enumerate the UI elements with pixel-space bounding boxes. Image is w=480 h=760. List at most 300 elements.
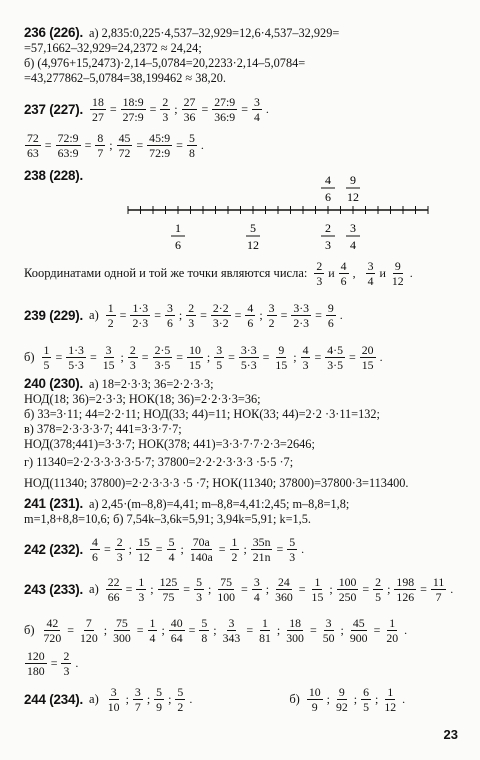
fraction — [366, 260, 376, 287]
fraction — [291, 302, 311, 329]
denominator: 12 — [384, 699, 397, 714]
p239-b-eqs — [41, 344, 386, 371]
operator: = — [276, 541, 284, 556]
denominator: 180 — [27, 663, 45, 678]
operator: . — [450, 581, 454, 596]
fraction — [267, 302, 277, 329]
numerator: 7 — [85, 615, 92, 630]
number-line — [0, 0, 480, 262]
fraction — [373, 576, 383, 603]
denominator: 72:9 — [149, 145, 171, 160]
denominator: 3 — [116, 549, 123, 564]
denominator: 3 — [129, 357, 136, 372]
denominator: 64 — [170, 630, 183, 645]
operator: = — [234, 307, 242, 322]
text: г) 11340=2·2·3·3·3·3·5·7; 37800=2·2·2·3·3·3 ·5·5 ·7; — [24, 455, 294, 469]
fraction — [42, 344, 52, 371]
p239-a-eqs — [105, 302, 346, 329]
denominator: 3·2 — [212, 315, 229, 330]
fraction — [326, 302, 336, 329]
numerator: 45 — [118, 130, 131, 145]
text: НОД(18; 36)=2·3·3; НОК(18; 36)=2·2·3·3=36; — [24, 392, 261, 406]
denominator: 66 — [107, 589, 120, 604]
fraction — [301, 344, 311, 371]
numerator: 3 — [253, 94, 260, 109]
top-fraction-0-denominator: 6 — [325, 190, 331, 204]
operator: ; — [103, 622, 108, 637]
fraction — [431, 576, 446, 603]
numerator: 72:9 — [57, 130, 79, 145]
denominator: 3 — [302, 357, 309, 372]
numerator: 3 — [325, 615, 332, 630]
p243-b-last-eqs — [24, 650, 81, 677]
fraction — [384, 617, 400, 644]
numerator: 1 — [43, 342, 50, 357]
numerator: 72 — [27, 130, 39, 145]
numerator: 6 — [363, 684, 370, 699]
numerator: 20 — [361, 342, 374, 357]
denominator: 9 — [156, 699, 163, 714]
fraction — [90, 536, 100, 563]
numerator: 27:9 — [214, 94, 236, 109]
numerator: 2·2 — [212, 300, 229, 315]
numerator: 18:9 — [122, 94, 144, 109]
denominator: 900 — [349, 630, 368, 645]
numerator: 1 — [262, 615, 268, 630]
operator: . — [404, 622, 408, 637]
fraction — [61, 650, 71, 677]
denominator: 3 — [196, 589, 202, 604]
operator: = — [200, 307, 207, 322]
denominator: 3 — [316, 273, 323, 288]
denominator: 72 — [118, 145, 131, 160]
operator: ; — [120, 349, 124, 364]
operator: = — [309, 622, 317, 637]
conclusion-text: Координатами одной и той же точки являются числа: — [24, 265, 308, 280]
problem-number: 236 (226). — [24, 25, 84, 40]
numerator: 40 — [170, 615, 183, 630]
denominator: 4 — [253, 589, 260, 604]
denominator: 2·3 — [132, 315, 149, 330]
operator: ; — [150, 581, 154, 596]
bottom-fraction-3-numerator: 3 — [350, 221, 356, 235]
p239-row-a — [24, 298, 462, 332]
denominator: 15 — [189, 357, 201, 372]
p240-line-6 — [24, 455, 462, 469]
denominator: 6 — [166, 315, 173, 330]
numerator: 198 — [396, 574, 415, 589]
numerator: 42 — [46, 615, 59, 630]
numerator: 9 — [394, 258, 401, 273]
numerator: 3 — [105, 342, 112, 357]
operator: = — [44, 137, 52, 152]
denominator: 360 — [275, 589, 293, 604]
denominator: 6 — [92, 549, 98, 564]
operator: . — [189, 691, 193, 706]
numerator: 5 — [289, 534, 296, 549]
fraction — [310, 576, 326, 603]
numerator: 3 — [166, 300, 173, 315]
numerator: 3 — [253, 574, 260, 589]
operator: ; — [243, 541, 247, 556]
p244-b-list — [306, 686, 408, 713]
a-label: а) — [89, 581, 99, 596]
b-label: б) — [289, 691, 300, 706]
numerator: 1 — [314, 574, 321, 589]
operator: ; — [213, 622, 217, 637]
denominator: 2 — [107, 315, 114, 330]
fraction — [221, 617, 243, 644]
fraction — [136, 576, 146, 603]
numerator: 100 — [338, 574, 357, 589]
operator: = — [228, 349, 235, 364]
operator: = — [154, 307, 161, 322]
numerator: 35n — [252, 534, 271, 549]
fraction — [287, 536, 297, 563]
operator: = — [67, 622, 75, 637]
fraction — [78, 617, 100, 644]
fraction — [133, 686, 143, 713]
numerator: 1 — [138, 574, 145, 589]
operator: = — [420, 581, 427, 596]
denominator: 3·5 — [327, 357, 343, 372]
denominator: 120 — [80, 630, 98, 645]
operator: = — [176, 349, 184, 364]
denominator: 2·3 — [293, 315, 310, 330]
denominator: 27:9 — [122, 109, 144, 124]
text: НОД(11340; 37800)=2·2·3·3·3 ·5 ·7; НОК(11340; 37800)=37800·3=113400. — [24, 476, 409, 490]
p240-line-3 — [24, 407, 462, 421]
fraction — [339, 260, 349, 287]
operator: = — [241, 581, 248, 596]
problem-number: 238 (228). — [24, 168, 84, 183]
fraction — [25, 650, 47, 677]
operator: и — [328, 265, 335, 280]
fraction — [361, 686, 371, 713]
bottom-fraction-0-numerator: 1 — [175, 221, 181, 235]
text: а) 2,45·(m–8,8)=4,41; m–8,8=4,41:2,45; m–8,8=1,8; — [89, 497, 350, 511]
text: б) (4,976+15,2473)·2,14–5,0784=20,2233·2,14–5,0784= — [24, 56, 306, 70]
p240-line-4 — [24, 422, 462, 436]
text: =57,1662–32,929=24,2372 ≈ 24,24; — [24, 41, 202, 55]
fraction — [158, 576, 180, 603]
a-label: а) — [89, 307, 99, 322]
operator: = — [183, 581, 191, 596]
fraction — [214, 344, 224, 371]
denominator: 3 — [138, 589, 145, 604]
numerator: 15 — [137, 534, 150, 549]
operator: ; — [207, 581, 212, 596]
b-label: б) — [24, 622, 35, 637]
denominator: 5 — [216, 357, 223, 372]
numerator: 3·3 — [293, 300, 310, 315]
denominator: 36:9 — [214, 109, 236, 124]
p244-row — [24, 682, 462, 716]
denominator: 63:9 — [57, 145, 79, 160]
operator: ; — [174, 101, 178, 116]
operator: ; — [180, 541, 184, 556]
p241-line-1 — [24, 497, 462, 511]
operator: = — [262, 349, 270, 364]
operator: ; — [353, 691, 358, 706]
operator: = — [155, 541, 163, 556]
denominator: 10 — [107, 699, 120, 714]
operator: = — [136, 622, 144, 637]
fraction — [136, 536, 152, 563]
numerator: 75 — [116, 615, 128, 630]
denominator: 100 — [217, 589, 236, 604]
operator: = — [348, 349, 356, 364]
fraction — [337, 576, 359, 603]
operator: = — [246, 622, 254, 637]
numerator: 2 — [63, 648, 70, 663]
fraction — [334, 686, 350, 713]
denominator: 4 — [149, 630, 156, 645]
operator: ; — [109, 137, 113, 152]
numerator: 18 — [289, 615, 301, 630]
numerator: 2·5 — [154, 342, 171, 357]
top-fraction-1-denominator: 12 — [347, 190, 359, 204]
denominator: 36 — [183, 109, 196, 124]
operator: . — [409, 265, 413, 280]
numerator: 3 — [367, 258, 374, 273]
numerator: 1 — [389, 615, 396, 630]
text: а) 18=2·3·3; 36=2·2·3·3; — [89, 377, 214, 391]
denominator: 5 — [43, 357, 50, 372]
operator: ; — [375, 691, 379, 706]
operator: ; — [128, 541, 132, 556]
denominator: 15 — [361, 357, 374, 372]
operator: = — [125, 581, 133, 596]
denominator: 3 — [188, 315, 195, 330]
fraction — [154, 686, 164, 713]
numerator: 5 — [196, 574, 202, 589]
fraction — [115, 536, 125, 563]
operator: ; — [125, 691, 129, 706]
p238-pair2 — [365, 260, 416, 287]
fraction — [175, 686, 185, 713]
top-fraction-0-numerator: 4 — [325, 173, 331, 187]
denominator: 3 — [63, 663, 70, 678]
fraction — [390, 260, 406, 287]
operator: . — [402, 691, 406, 706]
fraction — [66, 344, 86, 371]
fraction — [215, 576, 237, 603]
fraction — [284, 617, 306, 644]
numerator: 45:9 — [149, 130, 171, 145]
denominator: 4 — [253, 109, 260, 124]
fraction — [148, 617, 158, 644]
operator: . — [265, 101, 269, 116]
problem-number: 244 (234). — [24, 691, 84, 707]
operator: = — [362, 581, 370, 596]
denominator: 9 — [311, 699, 318, 714]
denominator: 126 — [396, 589, 415, 604]
numerator: 3 — [110, 684, 117, 699]
numerator: 3 — [216, 342, 223, 357]
fraction — [169, 617, 185, 644]
operator: ; — [340, 622, 344, 637]
operator: = — [314, 349, 322, 364]
operator: . — [200, 137, 204, 152]
top-fraction-1-numerator: 9 — [350, 173, 356, 187]
p241-line-2 — [24, 512, 462, 526]
p238-pair1 — [313, 260, 358, 287]
bottom-fraction-1-denominator: 12 — [247, 238, 259, 252]
numerator: 2 — [316, 258, 323, 273]
denominator: 2 — [177, 699, 184, 714]
fraction — [165, 302, 175, 329]
operator: . — [379, 349, 383, 364]
operator: = — [109, 101, 117, 116]
operator: . — [75, 655, 79, 670]
fraction — [106, 576, 122, 603]
denominator: 6 — [340, 273, 347, 288]
fraction — [321, 617, 337, 644]
p242-row — [24, 532, 462, 566]
fraction — [360, 344, 376, 371]
operator: ; — [178, 307, 183, 322]
operator: = — [84, 137, 92, 152]
problem-number: 237 (227). — [24, 101, 84, 117]
p240-line-5 — [24, 437, 462, 451]
fraction — [128, 344, 138, 371]
fraction — [257, 617, 273, 644]
fraction — [186, 302, 196, 329]
problem-number: 242 (232). — [24, 541, 84, 557]
p243-row-b-last — [24, 646, 462, 680]
numerator: 120 — [27, 648, 45, 663]
operator: ; — [206, 349, 211, 364]
numerator: 2 — [188, 300, 195, 315]
operator: = — [373, 622, 381, 637]
problem-number: 241 (231). — [24, 496, 84, 511]
denominator: 343 — [222, 630, 241, 645]
numerator: 4 — [92, 534, 98, 549]
fraction — [167, 536, 177, 563]
fraction — [230, 536, 240, 563]
operator: = — [298, 581, 306, 596]
numerator: 1 — [231, 534, 238, 549]
numerator: 5 — [177, 684, 184, 699]
denominator: 7 — [97, 145, 104, 160]
p238-conclusion — [24, 256, 462, 290]
operator: и — [379, 265, 386, 280]
fraction — [239, 344, 259, 371]
denominator: 12 — [391, 273, 404, 288]
p243-b-eqs — [41, 617, 411, 644]
denominator: 2 — [231, 549, 238, 564]
operator: = — [89, 349, 97, 364]
denominator: 3·5 — [154, 357, 171, 372]
fraction — [194, 576, 204, 603]
operator: ; — [329, 581, 333, 596]
denominator: 27 — [92, 109, 104, 124]
denominator: 92 — [335, 699, 348, 714]
problem-number: 239 (229). — [24, 307, 84, 323]
p242-eqs — [89, 536, 307, 563]
denominator: 4 — [367, 273, 374, 288]
operator: = — [149, 101, 157, 116]
problem-number: 240 (230). — [24, 376, 84, 391]
denominator: 250 — [338, 589, 357, 604]
numerator: 8 — [97, 130, 104, 145]
operator: . — [339, 307, 343, 322]
denominator: 3 — [162, 109, 169, 124]
operator: . — [301, 541, 305, 556]
numerator: 4 — [247, 300, 254, 315]
numerator: 3 — [268, 300, 275, 315]
fraction — [111, 617, 133, 644]
denominator: 50 — [322, 630, 335, 645]
fraction — [188, 536, 215, 563]
operator: = — [141, 349, 149, 364]
denominator: 300 — [113, 630, 131, 645]
fraction — [314, 260, 324, 287]
denominator: 15 — [275, 357, 288, 372]
text: =43,277862–5,0784=38,199462 ≈ 38,20. — [24, 71, 226, 85]
operator: = — [201, 101, 209, 116]
fraction — [211, 302, 231, 329]
fraction — [245, 302, 255, 329]
a-label: а) — [89, 691, 99, 706]
numerator: 27 — [183, 94, 196, 109]
numerator: 10 — [308, 684, 321, 699]
denominator: 4 — [168, 549, 175, 564]
operator: ; — [276, 622, 281, 637]
denominator: 5·3 — [68, 357, 84, 372]
numerator: 3·3 — [240, 342, 257, 357]
numerator: 9 — [327, 300, 334, 315]
numerator: 1 — [387, 684, 394, 699]
operator: ; — [259, 307, 263, 322]
denominator: 6 — [327, 315, 334, 330]
bottom-fraction-0-denominator: 6 — [175, 238, 181, 252]
operator: = — [241, 101, 248, 116]
numerator: 5 — [188, 130, 195, 145]
operator: ; — [326, 691, 330, 706]
denominator: 5 — [363, 699, 370, 714]
denominator: 81 — [259, 630, 271, 645]
numerator: 4 — [302, 342, 309, 357]
denominator: 15 — [102, 357, 115, 372]
denominator: 12 — [137, 549, 150, 564]
operator: = — [50, 655, 58, 670]
operator: ; — [387, 581, 391, 596]
bottom-fraction-2-denominator: 3 — [325, 238, 331, 252]
operator: = — [280, 307, 288, 322]
fraction — [394, 576, 416, 603]
fraction — [106, 686, 122, 713]
fraction — [101, 344, 117, 371]
denominator: 3 — [289, 549, 296, 564]
fraction — [325, 344, 345, 371]
p243-a-eqs — [105, 576, 457, 603]
numerator: 1·3 — [68, 342, 84, 357]
numerator: 4·5 — [327, 342, 343, 357]
denominator: 5·3 — [240, 357, 257, 372]
fraction — [252, 576, 262, 603]
bottom-fraction-1-numerator: 5 — [250, 221, 256, 235]
denominator: 5 — [375, 589, 382, 604]
text: m=1,8+8,8=10,6; б) 7,54k–3,6k=5,91; 3,94k=5,91; k=1,5. — [24, 512, 311, 526]
fraction — [382, 686, 398, 713]
text: а) 2,835:0,225·4,537–32,929=12,6·4,537–32,929= — [89, 26, 340, 40]
numerator: 4 — [340, 258, 347, 273]
p244-a-list — [105, 686, 196, 713]
numerator: 45 — [352, 615, 365, 630]
fraction — [273, 344, 289, 371]
